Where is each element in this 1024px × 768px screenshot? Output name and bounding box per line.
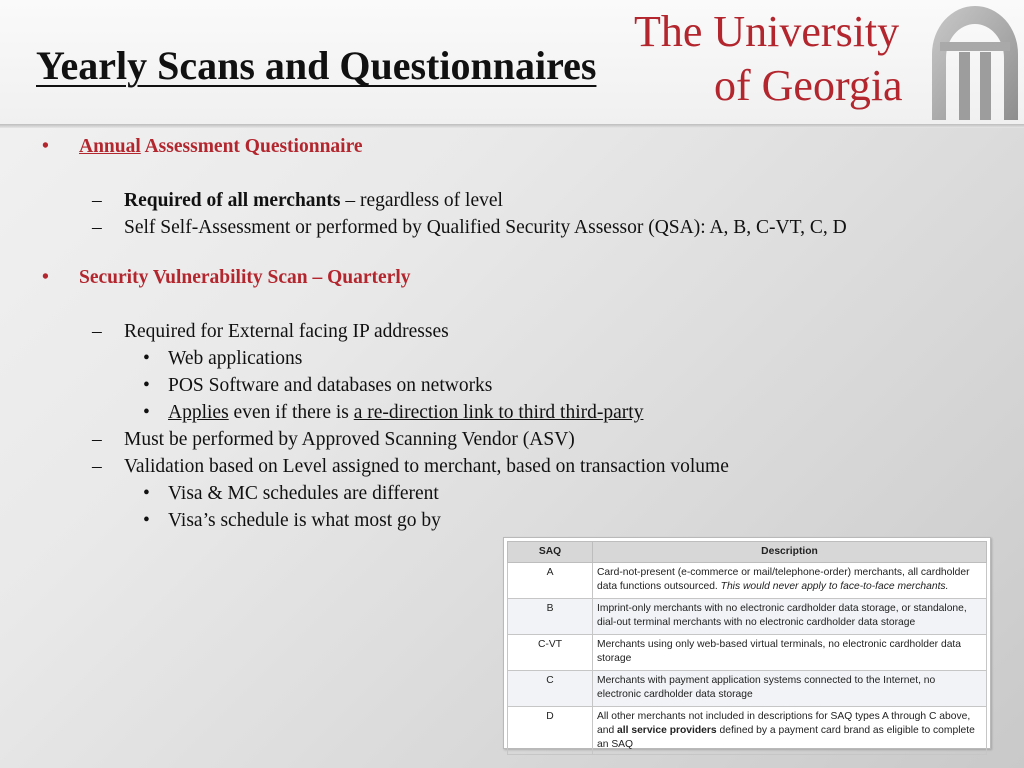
saq-table-image — [503, 537, 991, 749]
dash-marker: – — [92, 429, 102, 450]
dash-marker: – — [92, 190, 102, 211]
saq-code: B — [508, 599, 593, 635]
dash-marker: – — [92, 217, 102, 238]
slide-title: Yearly Scans and Questionnaires — [36, 43, 597, 88]
column-header-description: Description — [593, 542, 987, 563]
bullet-marker: • — [143, 375, 150, 396]
assessment-questionnaire-text: Assessment Questionnaire — [140, 136, 363, 157]
saq-description — [593, 707, 987, 755]
saq-description-text: All other merchants not included in descriptions for SAQ types A through C above, and — [597, 711, 971, 736]
table-row — [508, 707, 987, 755]
item-visa-schedule: Visa’s schedule is what most go by — [168, 510, 441, 531]
item-visa-mc: Visa & MC schedules are different — [168, 483, 439, 504]
item-web-applications: Web applications — [168, 348, 303, 369]
sub-self-assessment: Self Self-Assessment or performed by Qualified Security Assessor (QSA): A, B, C-VT, C, D — [124, 217, 847, 238]
annual-word: Annual — [79, 136, 141, 157]
bullet-vulnerability-scan: Security Vulnerability Scan – Quarterly — [79, 267, 411, 288]
saq-description: Merchants with payment application systems connected to the Internet, no electronic cardholder data storage — [593, 671, 987, 707]
saq-code: C — [508, 671, 593, 707]
bullet-marker: • — [143, 483, 150, 504]
bullet-marker: • — [143, 510, 150, 531]
column-header-saq: SAQ — [508, 542, 593, 563]
applies-mid-text: even if there is — [228, 402, 354, 423]
saq-description-bold: all service providers — [617, 725, 717, 736]
table-header-row — [508, 542, 987, 563]
saq-description: Imprint-only merchants with no electronic cardholder data storage, or standalone, dial-out terminal merchants with no electronic cardholder data storage — [593, 599, 987, 635]
saq-description-italic: This would never apply to face-to-face merchants. — [720, 581, 949, 592]
redirection-link-text: a re-direction link to third third-party — [353, 402, 644, 423]
saq-code: C-VT — [508, 635, 593, 671]
required-bold-text: Required of all merchants — [124, 190, 341, 211]
bullet-marker: • — [42, 136, 49, 157]
saq-code: A — [508, 563, 593, 599]
logo-text-line2: of Georgia — [714, 61, 903, 110]
table-row — [508, 563, 987, 599]
saq-table — [507, 541, 987, 755]
bullet-marker: • — [143, 348, 150, 369]
saq-description: Merchants using only web-based virtual terminals, no electronic cardholder data storage — [593, 635, 987, 671]
item-applies-redirection — [168, 399, 643, 426]
saq-description-text: Card-not-present (e-commerce or mail/telephone-order) merchants, all cardholder data functions outsourced. — [597, 567, 970, 592]
required-rest-text: – regardless of level — [340, 190, 503, 211]
dash-marker: – — [92, 456, 102, 477]
bullet-annual-assessment — [79, 133, 363, 160]
saq-description — [593, 563, 987, 599]
sub-validation: Validation based on Level assigned to merchant, based on transaction volume — [124, 456, 729, 477]
item-pos-software: POS Software and databases on networks — [168, 375, 493, 396]
saq-description-tail: defined by a payment card brand as eligible to complete an SAQ — [597, 725, 975, 750]
logo-text-line1: The University — [634, 7, 900, 56]
table-row — [508, 671, 987, 707]
saq-code: D — [508, 707, 593, 755]
sub-asv: Must be performed by Approved Scanning Vendor (ASV) — [124, 429, 575, 450]
table-row — [508, 635, 987, 671]
bullet-marker: • — [143, 402, 150, 423]
applies-word: Applies — [168, 402, 229, 423]
sub-external-ip: Required for External facing IP addresses — [124, 321, 449, 342]
sub-required-merchants — [124, 187, 503, 214]
table-row — [508, 599, 987, 635]
bullet-marker: • — [42, 267, 49, 288]
dash-marker: – — [92, 321, 102, 342]
